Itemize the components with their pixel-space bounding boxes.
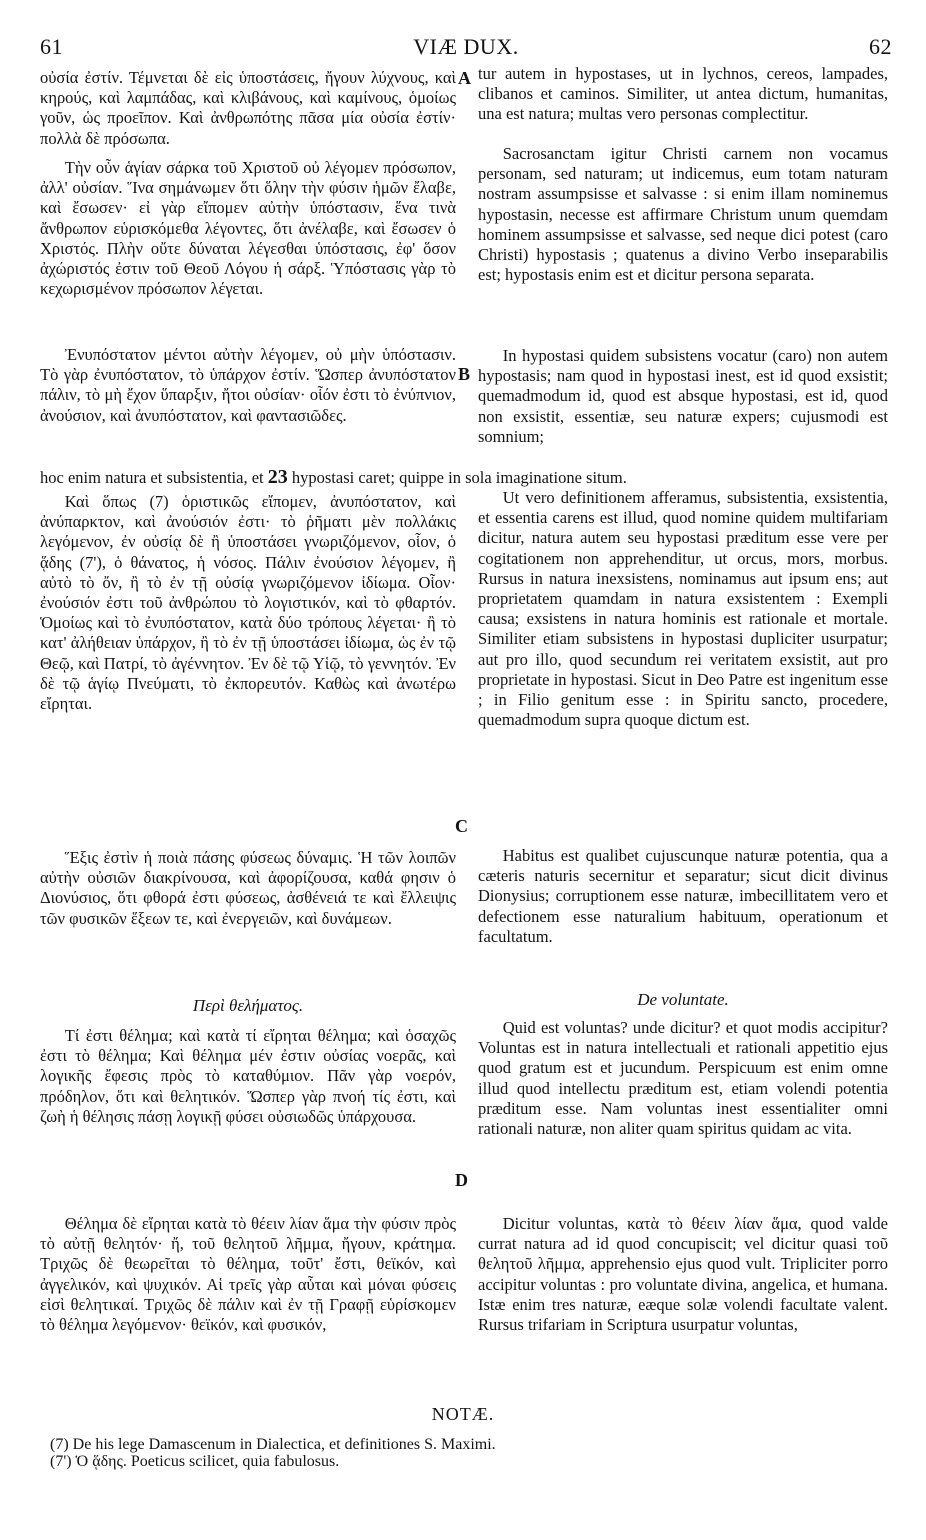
greek-paragraph-6: Τί ἐστι θέλημα; καὶ κατὰ τί εἴρηται θέλημα; καὶ ὁσαχῶς ἐστι τὸ θέλημα; Καὶ θέλημα μέν ἐστιν οὐσίας νοερᾶς, καὶ λογικῆς ἔφεσις πρὸς τὸ καταθύμιον. Πᾶν γὰρ νοερόν, πρόδηλον, ὅτι καὶ θελητικόν. Ὥσπερ γὰρ πνοή τίς ἐστι, καὶ ζωὴ ἡ θέλησις πάσῃ λογικῇ φύσει οὐσιωδῶς ὑπάρχουσα.	[40, 1026, 456, 1126]
crossline-end: hypostasi caret; quippe in sola imaginatione situm.	[291, 468, 627, 487]
greek-paragraph-2: Τὴν οὖν ἁγίαν σάρκα τοῦ Χριστοῦ οὐ λέγομεν πρόσωπον, ἀλλ' οὐσίαν. Ἵνα σημάνωμεν ὅτι ὅλην τὴν φύσιν ἡμῶν ἔλαβε, καὶ ἔσωσεν· εἰ γὰρ εἴπομεν αὐτὴν ὑπόστασιν, ἕνα τινὰ ἄνθρωπον εὑρισκόμεθα λέγοντες, ὅτι ἀνέλαβε, καὶ ἔσωσεν ὁ Χριστός. Πλὴν οὔτε δύναται λέγεσθαι ὑπόστασις, ἐφ' ὅσον ἀχώριστός ἐστιν τοῦ Θεοῦ Λόγου ἡ σάρξ. Ὑπόστασις γὰρ τὸ κεχωρισμένον πρόσωπον λέγεται.	[40, 158, 456, 299]
column-number: 23	[267, 466, 288, 488]
greek-paragraph-1: οὐσία ἐστίν. Τέμνεται δὲ εἰς ὑποστάσεις, ἤγουν λύχνους, καὶ κηρούς, καὶ λαμπάδας, καὶ κλιβάνους, καὶ καμίνους, ὁμοίως γοῦν, ὡς προεῖπον. Καὶ ἀνθρωπότης πᾶσα μία οὐσία ἐστίν· πολλὰ δὲ πρόσωπα.	[40, 68, 456, 148]
latin-paragraph-7: Dicitur voluntas, κατὰ τὸ θέειν λίαν ἅμα, quod valde currat natura ad id quod concupiscit; vel dicitur quasi τοῦ θελητοῦ λῆμμα, apprehensio ejus quod vult. Tripliciter porro accipitur voluntas : pro voluntate divina, angelica, et humana. Istæ enim tres naturæ, eæque solæ volendi facultate valent. Rursus trifariam in Scriptura usurpatur voluntas,	[478, 1214, 888, 1335]
column-marker-c: C	[455, 816, 468, 836]
latin-section-heading: De voluntate.	[637, 990, 729, 1009]
column-marker-a: A	[458, 68, 471, 88]
latin-paragraph-2: Sacrosanctam igitur Christi carnem non vocamus personam, sed naturam; ut indicemus, eum totam naturam nostram assumpsisse et salvasse : si enim illam nominemus hypostasin, necesse est affirmare Christum unum quemdam hominem assumpsisse et salvasse, sed neque dici potest (caro Christi) hypostasis ; quatenus a divino Verbo inseparabilis est; hypostasis enim est et dicitur persona separata.	[478, 144, 888, 285]
greek-section-heading: Περὶ θελήματος.	[192, 996, 304, 1015]
column-marker-d: D	[455, 1170, 468, 1190]
page-number-left: 61	[40, 34, 63, 59]
column-marker-b: B	[458, 364, 471, 384]
running-title: VIÆ DUX.	[413, 34, 519, 59]
latin-paragraph-6: Quid est voluntas? unde dicitur? et quot modis accipitur? Voluntas est in natura intellectuali et rationali appetitio ejus quod gratum est et jucundum. Perspicuum est enim omne illud quod intellectu præditum est, etiam volendi potentia præditum esse. Nam voluntas inest essentialiter omni rationali naturæ, non aliter quam spiritus quidam ac vita.	[478, 1018, 888, 1139]
greek-paragraph-4: Καὶ ὅπως (7) ὁριστικῶς εἴπομεν, ἀνυπόστατον, καὶ ἀνύπαρκτον, καὶ ἀνούσιόν ἐστι· τὸ ῥῆματι μὲν πολλάκις λεγόμενον, ἐν οὐσίᾳ δὲ ἢ ὑποστάσει γνωριζόμενον, οἷον, ὁ ᾅδης (7'), ὁ θάνατος, ἡ νόσος. Πάλιν ἐνούσιον λέγομεν, ἢ αὐτὸ τὸ ὄν, ἢ τὸ ἐν τῇ οὐσίᾳ γνωριζόμενον ἰδίωμα. Οἷον· ἐνούσιόν ἐστι τοῦ ἀνθρώπου τὸ λογιστικόν, καὶ τὸ φθαρτόν. Ὁμοίως καὶ τὸ ἐνυπόστατον, κατὰ δύο τρόπους λέγεται· ἢ τὸ κατ' ἀλήθειαν ὑπάρχον, ἢ τὸ ἐν τῇ ὑποστάσει ἰδίωμα, ὡς ἐν τῷ Θεῷ, καὶ Πατρί, τὸ ἀγέννητον. Ἐν δὲ τῷ Υἱῷ, τὸ γεννητόν. Ἐν δὲ τῷ ἁγίῳ Πνεύματι, τὸ ἐκπορευτόν. Καθὼς καὶ ἀνωτέρω εἴρηται.	[40, 492, 456, 714]
latin-paragraph-1: tur autem in hypostases, ut in lychnos, cereos, lampades, clibanos et caminos. Similiter, ut antea dictum, humanitas, una est natura; multas vero personas complectitur.	[478, 64, 888, 124]
greek-paragraph-5: Ἕξις ἐστὶν ἡ ποιὰ πάσης φύσεως δύναμις. Ἡ τῶν λοιπῶν αὐτὴν οὐσιῶν διακρίνουσα, καὶ ἀφορίζουσα, καθά φησιν ὁ Διονύσιος, ὅτι φθορά ἐστι φύσεως, ἀσθένειά τε καὶ ἔλλειψις τῶν φυσικῶν ἕξεων τε, καὶ ἐνεργειῶν, καὶ δυνάμεων.	[40, 848, 456, 928]
greek-paragraph-3: Ἐνυπόστατον μέντοι αὐτὴν λέγομεν, οὐ μὴν ὑπόστασιν. Τὸ γὰρ ἐνυπόστατον, τὸ ὑπάρχον ἐστίν. Ὥσπερ ἀνυπόστατον πάλιν, τὸ μὴ ἔχον ὕπαρξιν, ἤτοι οὐσίαν· οἷόν ἐστι τὸ ἐνύπνιον, ἀνούσιον, καὶ ἀνυπόστατον, καὶ φαντασιῶδες.	[40, 345, 456, 425]
page-number-right: 62	[869, 34, 892, 59]
crossline-start: hoc enim natura et subsistentia, et	[40, 468, 264, 487]
note-7: (7) De his lege Damascenum in Dialectica, et definitiones S. Maximi.	[50, 1436, 496, 1453]
latin-paragraph-3: In hypostasi quidem subsistens vocatur (caro) non autem hypostasis; nam quod in hypostasi inest, est id quod exsistit; quemadmodum id, quod est absque hypostasi, est id, quod non exsistit, essentiæ, seu naturæ expers; cujusmodi est somnium;	[478, 346, 888, 446]
notes-title: NOTÆ.	[431, 1404, 495, 1424]
latin-paragraph-4: Ut vero definitionem afferamus, subsistentia, exsistentia, et essentia carens est illud, quod nomine quidem multifariam dicitur, natura autem seu hypostasi præditum esse vere per cogitationem non apprehenditur, ut orcus, mors, morbus. Rursus in natura inexsistens, nominamus aut ipsum ens; aut proprietatem quamdam in natura exsistentem : Exempli causa; exsistens in natura hominis est rationale et mortale. Similiter etiam subsistens in hypostasi dupliciter usurpatur; aut pro illo, quod secundum rei veritatem exsistit, aut pro proprietate in hypostasi. Sicut in Deo Patre est ingenitum esse ; in Filio genitum esse : in Spiritu sancto, procedere, quemadmodum supra quoque dictum est.	[478, 488, 888, 730]
greek-paragraph-7: Θέλημα δὲ εἴρηται κατὰ τὸ θέειν λίαν ἅμα τὴν φύσιν πρὸς τὸ αὐτῇ θελητόν· ἤ, τοῦ θελητοῦ λῆμμα, ἤγουν, κράτημα. Τριχῶς δὲ θεωρεῖται τὸ θέλημα, τοῦτ' ἔστι, θεϊκόν, καὶ ἀγγελικόν, καὶ ψυχικόν. Αἱ τρεῖς γὰρ αὗται καὶ μόναι φύσεις εἰσὶ θελητικαί. Τριχῶς δὲ πάλιν καὶ ἐν τῇ Γραφῇ εὑρίσκομεν τὸ θέλημα λεγόμενον· θεϊκόν, καὶ φυσικόν,	[40, 1214, 456, 1335]
latin-paragraph-5: Habitus est qualibet cujuscunque naturæ potentia, qua a cæteris naturis secernitur et separatur; sicut dicit divinus Dionysius; corruptionem esse naturæ, imbecillitatem vero et defectionem esse naturalium habituum, operationum et facultatum.	[478, 846, 888, 946]
running-header	[40, 34, 892, 64]
cross-column-line	[40, 467, 888, 488]
note-7-prime: (7') Ὁ ᾅδης. Poeticus scilicet, quia fabulosus.	[50, 1453, 340, 1470]
